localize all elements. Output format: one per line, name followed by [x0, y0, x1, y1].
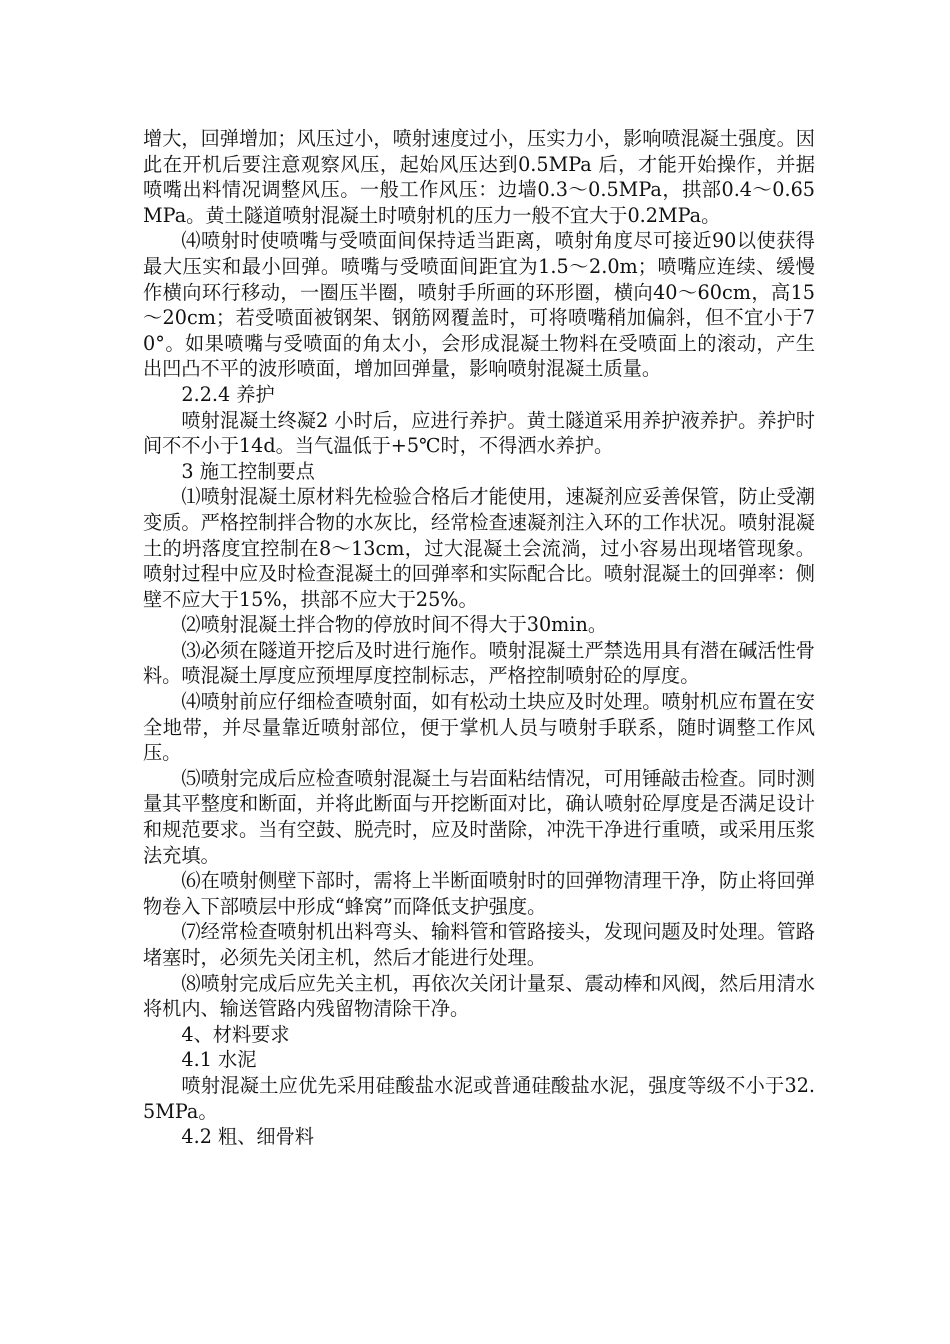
paragraph-control-1: ⑴喷射混凝土原材料先检验合格后才能使用，速凝剂应妥善保管，防止受潮变质。严格控制拌合物的水灰比，经常检查速凝剂注入环的工作状况。喷射混凝土的坍落度宜控制在8～13cm，过大混凝土会流淌，过小容易出现堵管现象。喷射过程中应及时检查混凝土的回弹率和实际配合比。喷射混凝土的回弹率：侧壁不应大于15%，拱部不应大于25%。 [143, 485, 815, 611]
heading-aggregates: 4.2 粗、细骨料 [181, 1125, 314, 1149]
paragraph-control-8: ⑻喷射完成后应先关主机，再依次关闭计量泵、震动棒和风阀，然后用清水将机内、输送管路内残留物清除干净。 [143, 971, 815, 1021]
paragraph-control-3: ⑶必须在隧道开挖后及时进行施作。喷射混凝土严禁选用具有潜在碱活性骨料。喷混凝土厚度应预埋厚度控制标志，严格控制喷射砼的厚度。 [143, 638, 815, 688]
paragraph-curing: 喷射混凝土终凝2 小时后，应进行养护。黄土隧道采用养护液养护。养护时间不不小于14d。当气温低于+5℃时，不得洒水养护。 [143, 408, 815, 458]
document-page [143, 126, 815, 1150]
paragraph-control-7: ⑺经常检查喷射机出料弯头、输料管和管路接头，发现问题及时处理。管路堵塞时，必须先关闭主机，然后才能进行处理。 [143, 920, 815, 969]
paragraph-control-2: ⑵喷射混凝土拌合物的停放时间不得大于30min。 [181, 613, 608, 637]
paragraph-wind-pressure: 增大，回弹增加；风压过小，喷射速度过小，压实力小，影响喷混凝土强度。因此在开机后要注意观察风压，起始风压达到0.5MPa 后，才能开始操作，并据喷嘴出料情况调整风压。一般工作风压：边墙0.3～0.5MPa，拱部0.4～0.65MPa。黄土隧道喷射混凝土时喷射机的压力一般不宜大于0.2MPa。 [143, 127, 815, 227]
heading-curing: 2.2.4 养护 [181, 382, 275, 406]
paragraph-cement: 喷射混凝土应优先采用硅酸盐水泥或普通硅酸盐水泥，强度等级不小于32.5MPa。 [143, 1073, 815, 1123]
paragraph-control-6: ⑹在喷射侧壁下部时，需将上半断面喷射时的回弹物清理干净，防止将回弹物卷入下部喷层中形成“蜂窝”而降低支护强度。 [143, 869, 815, 918]
paragraph-nozzle-distance: ⑷喷射时使喷嘴与受喷面间保持适当距离，喷射角度尽可接近90以使获得最大压实和最小回弹。喷嘴与受喷面间距宜为1.5～2.0m；喷嘴应连续、缓慢作横向环行移动，一圈压半圈，喷射手所画的环形圈，横向40～60cm，高15～20cm；若受喷面被钢架、钢筋网覆盖时，可将喷嘴稍加偏斜，但不宜小于70°。如果喷嘴与受喷面的角太小，会形成混凝土物料在受喷面上的滚动，产生出凹凸不平的波形喷面，增加回弹量，影响喷射混凝土质量。 [143, 229, 815, 381]
heading-cement: 4.1 水泥 [181, 1048, 257, 1072]
heading-construction-control: 3 施工控制要点 [181, 459, 315, 483]
paragraph-control-5: ⑸喷射完成后应检查喷射混凝土与岩面粘结情况，可用锤敲击检查。同时测量其平整度和断面，并将此断面与开挖断面对比，确认喷射砼厚度是否满足设计和规范要求。当有空鼓、脱壳时，应及时凿除，冲洗干净进行重喷，或采用压浆法充填。 [143, 766, 815, 867]
paragraph-control-4: ⑷喷射前应仔细检查喷射面，如有松动土块应及时处理。喷射机应布置在安全地带，并尽量靠近喷射部位，便于掌机人员与喷射手联系，随时调整工作风压。 [143, 690, 815, 765]
heading-material-requirements: 4、材料要求 [181, 1022, 290, 1046]
